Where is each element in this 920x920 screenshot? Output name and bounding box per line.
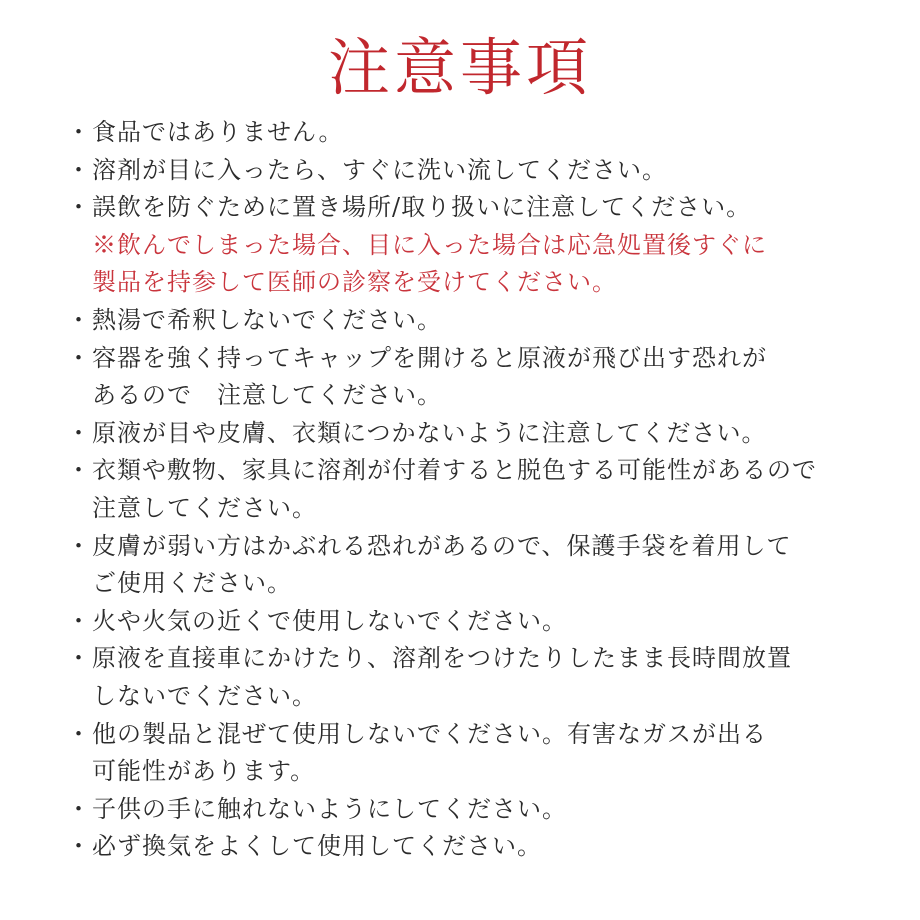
list-item [66, 791, 866, 829]
bullet-marker: ・ [66, 343, 92, 372]
list-item-continuation [66, 565, 866, 603]
bullet-marker: ・ [66, 456, 92, 485]
warning-note [66, 227, 866, 265]
list-item-text: 子供の手に触れないようにしてください。 [92, 794, 567, 823]
list-item [66, 189, 866, 227]
list-item [66, 340, 866, 378]
list-item-text: 溶剤が目に入ったら、すぐに洗い流してください。 [92, 155, 667, 184]
list-item-text: しないでください。 [92, 681, 317, 710]
bullet-marker: ・ [66, 118, 92, 146]
list-item [66, 302, 866, 340]
list-item [66, 603, 866, 641]
list-item [66, 415, 866, 453]
list-item-text: 原液を直接車にかけたり、溶剤をつけたりしたまま長時間放置 [92, 644, 792, 673]
list-item-continuation [66, 490, 866, 528]
list-item [66, 716, 866, 754]
list-item-text: ご使用ください。 [92, 569, 292, 598]
bullet-marker: ・ [66, 531, 92, 560]
list-item-text: 容器を強く持ってキャップを開けると原液が飛び出す恐れが [92, 343, 767, 372]
list-item-text: 原液が目や皮膚、衣類につかないように注意してください。 [92, 418, 767, 447]
bullet-marker: ・ [66, 305, 92, 334]
list-item-text: あるので 注意してください。 [92, 381, 442, 410]
list-item-continuation [66, 377, 866, 415]
bullet-marker: ・ [66, 832, 92, 861]
bullet-marker: ・ [66, 719, 92, 748]
list-item-text: 食品ではありません。 [92, 118, 344, 146]
list-item-text: 衣類や敷物、家具に溶剤が付着すると脱色する可能性があるので [92, 456, 817, 485]
bullet-marker: ・ [66, 418, 92, 447]
page-title: 注意事項 [327, 31, 592, 104]
list-item [66, 828, 866, 866]
list-item-continuation [66, 753, 866, 791]
warning-note-text: ※飲んでしまった場合、目に入った場合は応急処置後すぐに [92, 230, 767, 259]
bullet-marker: ・ [66, 794, 92, 823]
list-item-text: 火や火気の近くで使用しないでください。 [92, 606, 567, 635]
notice-list [66, 114, 866, 866]
list-item-text: 熱湯で希釈しないでください。 [92, 305, 442, 334]
list-item [66, 114, 866, 152]
list-item-text: 他の製品と混ぜて使用しないでください。有害なガスが出る [92, 719, 767, 748]
list-item [66, 452, 866, 490]
bullet-marker: ・ [66, 155, 92, 184]
list-item [66, 640, 866, 678]
bullet-marker: ・ [66, 193, 92, 222]
bullet-marker: ・ [66, 606, 92, 635]
list-item-text: 可能性があります。 [92, 757, 316, 786]
list-item-text: 皮膚が弱い方はかぶれる恐れがあるので、保護手袋を着用して [92, 531, 792, 560]
list-item-text: 注意してください。 [92, 493, 317, 522]
list-item [66, 152, 866, 190]
bullet-marker: ・ [66, 644, 92, 673]
warning-note-continuation [66, 264, 866, 302]
list-item-text: 誤飲を防ぐために置き場所/取り扱いに注意してください。 [92, 193, 752, 222]
list-item-continuation [66, 678, 866, 716]
warning-note-text: 製品を持参して医師の診察を受けてください。 [92, 268, 617, 297]
list-item [66, 528, 866, 566]
list-item-text: 必ず換気をよくして使用してください。 [92, 832, 542, 861]
